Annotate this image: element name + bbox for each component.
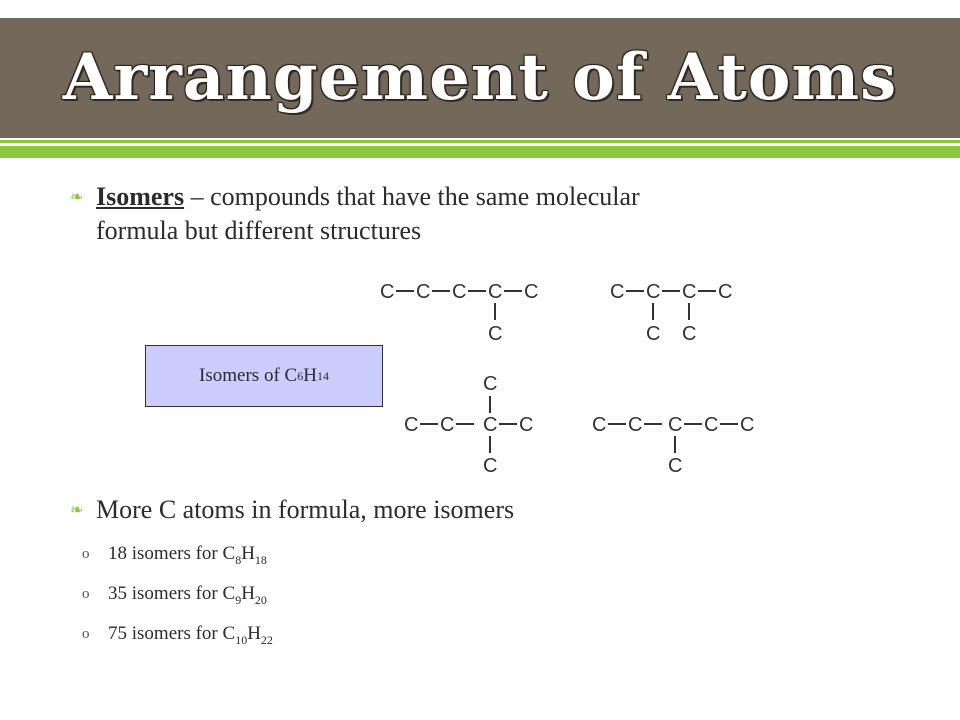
bullet-more-atoms	[70, 493, 856, 527]
fleur-bullet-icon: ❧	[70, 187, 84, 206]
isomer-structures	[370, 270, 790, 480]
c-subscript: 8	[235, 552, 242, 567]
isomers-label-box	[145, 345, 383, 407]
s2-branch-2: C	[682, 323, 697, 345]
circle-bullet-icon: o	[82, 546, 90, 562]
item-text: 75 isomers for C	[108, 623, 236, 644]
item-text: 18 isomers for C	[108, 543, 236, 564]
s3-branch-top: C	[483, 373, 498, 395]
s1-atom-2: C	[416, 281, 431, 303]
s2-atom-3: C	[682, 281, 697, 303]
s2-atom-1: C	[610, 281, 625, 303]
s4-atom-1: C	[592, 414, 607, 436]
title-bar	[0, 18, 960, 138]
more-atoms-text: More C atoms in formula, more isomers	[96, 495, 515, 524]
isomer-structure-1	[380, 281, 538, 345]
isomer-structure-2	[610, 281, 732, 345]
h-subscript: 18	[254, 552, 267, 567]
s3-atom-1: C	[404, 414, 419, 436]
isomer-structure-4	[592, 414, 754, 477]
h-symbol: H	[241, 543, 255, 564]
list-item	[82, 540, 273, 580]
circle-bullet-icon: o	[82, 586, 90, 602]
isomers-definition-line2: formula but different structures	[96, 216, 422, 245]
h-subscript: 20	[254, 592, 267, 607]
s3-atom-2: C	[440, 414, 455, 436]
s3-branch-bottom: C	[483, 455, 498, 477]
s1-atom-3: C	[452, 281, 467, 303]
label-prefix: Isomers of C	[199, 365, 298, 386]
s4-branch: C	[668, 455, 683, 477]
s4-atom-5: C	[740, 414, 755, 436]
list-item	[82, 620, 273, 660]
label-h-sub: 14	[316, 368, 329, 383]
h-symbol: H	[247, 623, 261, 644]
h-symbol: H	[241, 583, 255, 604]
s4-atom-2: C	[628, 414, 643, 436]
h-subscript: 22	[260, 632, 273, 647]
s3-atom-3: C	[483, 414, 498, 436]
fleur-bullet-icon: ❧	[70, 500, 84, 519]
label-h: H	[303, 365, 317, 386]
isomers-definition-line1: – compounds that have the same molecular	[184, 182, 640, 211]
s2-atom-4: C	[718, 281, 733, 303]
item-text: 35 isomers for C	[108, 583, 236, 604]
slide-title: Arrangement of Atoms	[62, 40, 898, 115]
s3-atom-4: C	[519, 414, 534, 436]
accent-line	[0, 140, 960, 143]
accent-bar	[0, 146, 960, 158]
s1-atom-5: C	[524, 281, 539, 303]
c-subscript: 10	[235, 632, 248, 647]
s2-branch-1: C	[646, 323, 661, 345]
s1-branch: C	[488, 323, 503, 345]
s4-atom-4: C	[704, 414, 719, 436]
isomer-structure-3	[404, 373, 533, 477]
s4-atom-3: C	[668, 414, 683, 436]
c-subscript: 9	[235, 592, 242, 607]
bullet-isomers-definition	[70, 180, 856, 248]
s1-atom-4: C	[488, 281, 503, 303]
s1-atom-1: C	[380, 281, 395, 303]
circle-bullet-icon: o	[82, 626, 90, 642]
isomer-count-list	[82, 540, 273, 660]
list-item	[82, 580, 273, 620]
isomers-term: Isomers	[96, 182, 185, 211]
label-c-sub: 6	[297, 368, 304, 383]
s2-atom-2: C	[646, 281, 661, 303]
